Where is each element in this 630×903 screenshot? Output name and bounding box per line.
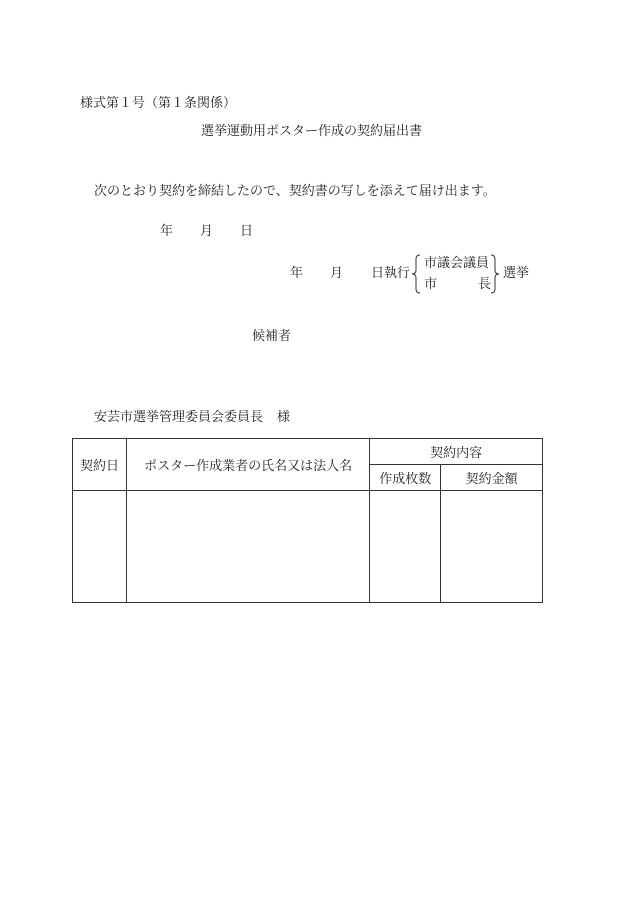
election-day-execution: 日執行 — [371, 266, 411, 281]
date-month: 月 — [200, 224, 214, 239]
left-brace-icon — [411, 254, 421, 294]
form-title: 選挙運動用ポスター作成の契約届出書 — [201, 124, 423, 139]
header-print-count: 作成枚数 — [370, 465, 441, 491]
contract-table — [72, 438, 543, 603]
cell-contract-date[interactable] — [73, 491, 127, 603]
table-header-row — [73, 439, 543, 465]
form-body-text: 次のとおり契約を締結したので、契約書の写しを添えて届け出ます。 — [94, 184, 496, 199]
right-brace-icon — [490, 254, 500, 294]
table-row — [73, 491, 543, 603]
election-option-mayor-1: 市 — [424, 277, 438, 292]
candidate-label: 候補者 — [252, 329, 292, 344]
header-contract-amount: 契約金額 — [441, 465, 543, 491]
election-option-mayor-2: 長 — [478, 277, 492, 292]
form-number: 様式第１号（第１条関係） — [80, 96, 237, 111]
cell-print-count[interactable] — [370, 491, 441, 603]
cell-vendor-name[interactable] — [126, 491, 369, 603]
election-option-council: 市議会議員 — [424, 256, 490, 271]
date-year: 年 — [160, 224, 174, 239]
election-year: 年 — [290, 266, 304, 281]
cell-contract-amount[interactable] — [441, 491, 543, 603]
election-suffix: 選挙 — [503, 266, 530, 281]
election-month: 月 — [330, 266, 344, 281]
addressee-name: 安芸市選挙管理委員会委員長 — [94, 410, 264, 425]
date-day: 日 — [240, 224, 254, 239]
addressee-honorific: 様 — [277, 410, 291, 425]
header-contract-content: 契約内容 — [370, 439, 543, 465]
header-contract-date: 契約日 — [73, 439, 127, 491]
header-vendor-name: ポスター作成業者の氏名又は法人名 — [126, 439, 369, 491]
